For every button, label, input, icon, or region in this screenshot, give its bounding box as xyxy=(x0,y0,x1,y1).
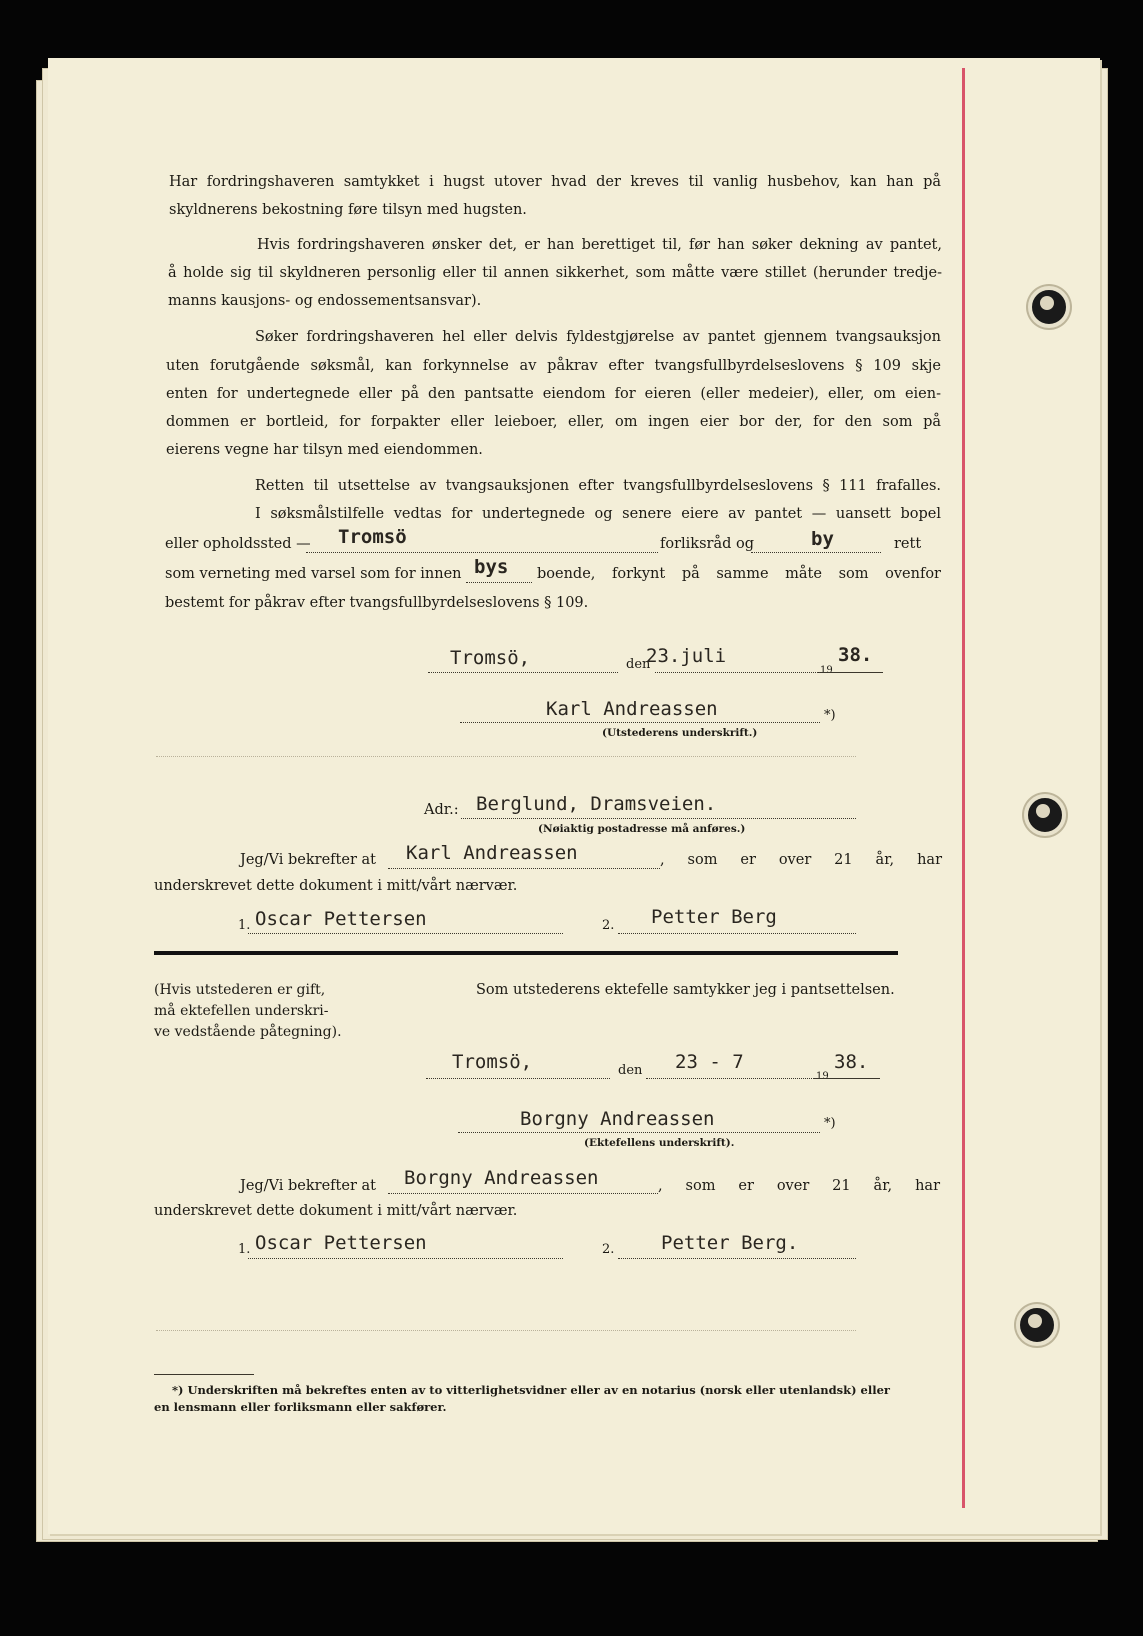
para3-line3: enten for undertegnede eller på den pantsatte eiendom for eieren (eller medeier), eller, om eien- xyxy=(166,386,941,402)
witness1-num2: 2. xyxy=(602,918,615,933)
spouse-consent: Som utstederens ektefelle samtykker jeg i pantsettelsen. xyxy=(476,982,895,998)
document-page xyxy=(48,58,1100,1534)
para3-line4: dommen er bortleid, for forpakter eller leieboer, eller, om ingen eier bor der, for den som på xyxy=(166,414,941,430)
venue-city-line xyxy=(306,552,658,553)
para5-line3-end: boende, forkynt på samme måte som ovenfor xyxy=(537,566,941,582)
para5-line4: bestemt for påkrav efter tvangsfullbyrdelseslovens § 109. xyxy=(165,595,589,611)
witness2-second-line xyxy=(618,1258,856,1259)
signing1-year-prefix: 19 xyxy=(820,665,833,676)
venue-court-line xyxy=(751,552,881,553)
witness2-line2: underskrevet dette dokument i mitt/vårt nærvær. xyxy=(154,1203,518,1219)
signing1-place-line xyxy=(428,672,618,673)
witness1-name-line xyxy=(388,868,660,869)
signing1-asterisk: *) xyxy=(824,708,836,723)
para5-line2-end: rett xyxy=(894,536,922,552)
spouse-note-line2: må ektefellen underskri- xyxy=(154,1003,329,1019)
para3-line2: uten forutgående søksmål, kan forkynnelse av påkrav efter tvangsfullbyrdelseslovens § 109 skje xyxy=(166,358,941,374)
filled-venue-court: by xyxy=(811,528,834,550)
signer-line xyxy=(460,722,820,723)
para4-line1: Retten til utsettelse av tvangsauksjonen efter tvangsfullbyrdelseslovens § 111 frafalles. xyxy=(255,478,941,494)
para1-line2: skyldnerens bekostning føre tilsyn med hugsten. xyxy=(169,202,527,218)
section-divider xyxy=(154,951,898,955)
witness2-name: Borgny Andreassen xyxy=(404,1167,599,1189)
signing1-den-label: den xyxy=(626,657,651,672)
filled-venue-within: bys xyxy=(474,556,509,578)
witness1-name: Karl Andreassen xyxy=(406,842,578,864)
signer-caption: (Utstederens underskrift.) xyxy=(602,727,758,739)
para2-line1: Hvis fordringshaveren ønsker det, er han berettiget til, før han søker dekning av pantet, xyxy=(257,237,942,253)
blank-line xyxy=(156,756,856,757)
witness1-line1-end: , som er over 21 år, har xyxy=(660,852,942,868)
para5-line2-middle: forliksråd og xyxy=(660,536,755,552)
para2-line2: å holde sig til skyldneren personlig eller til annen sikkerhet, som måtte være stillet (herunder tredje- xyxy=(168,265,942,281)
venue-within-line xyxy=(466,582,532,583)
witness1-second: Petter Berg xyxy=(651,906,777,928)
footnote-line1: *) Underskriften må bekreftes enten av to vitterlighetsvidner eller av en notarius (norsk eller utenlandsk) eller xyxy=(172,1383,890,1397)
para5-line1: I søksmålstilfelle vedtas for undertegnede og senere eiere av pantet — uansett bopel xyxy=(255,506,941,522)
para3-line1: Søker fordringshaveren hel eller delvis fyldestgjørelse av pantet gjennem tvangsauksjon xyxy=(255,329,941,345)
witness2-num1: 1. xyxy=(238,1242,251,1257)
blank-line-2 xyxy=(156,1330,856,1331)
spouse-note-line1: (Hvis utstederen er gift, xyxy=(154,982,326,998)
spouse-year: 38. xyxy=(834,1051,869,1073)
signing1-date-line xyxy=(655,672,820,673)
witness2-line1-start: Jeg/Vi bekrefter at xyxy=(240,1178,376,1194)
witness1-first-line xyxy=(248,933,563,934)
spouse-place: Tromsö, xyxy=(452,1051,533,1073)
spouse-year-line xyxy=(814,1078,880,1079)
footnote-line2: en lensmann eller forliksmann eller sakfører. xyxy=(154,1400,447,1414)
signing1-year: 38. xyxy=(838,644,873,666)
witness2-line1-end: , som er over 21 år, har xyxy=(658,1178,940,1194)
footnote-rule xyxy=(154,1374,254,1375)
witness2-name-line xyxy=(388,1193,658,1194)
signing1-signer: Karl Andreassen xyxy=(546,698,718,720)
witness2-first: Oscar Pettersen xyxy=(255,1232,427,1254)
spouse-signer: Borgny Andreassen xyxy=(520,1108,715,1130)
para2-line3: manns kausjons- og endossementsansvar). xyxy=(168,293,482,309)
spouse-note-line3: ve vedstående påtegning). xyxy=(154,1024,342,1040)
witness1-line2: underskrevet dette dokument i mitt/vårt nærvær. xyxy=(154,878,518,894)
signing1-year-line xyxy=(818,672,883,673)
witness1-num1: 1. xyxy=(238,918,251,933)
address-value: Berglund, Dramsveien. xyxy=(476,793,717,815)
witness2-second: Petter Berg. xyxy=(661,1232,799,1254)
spouse-den-label: den xyxy=(618,1063,643,1078)
punch-hole-middle xyxy=(1024,794,1066,836)
margin-red-line xyxy=(962,68,965,1508)
para5-line2-start: eller opholdssted — xyxy=(165,536,311,552)
spouse-year-prefix: 19 xyxy=(816,1071,829,1082)
address-line xyxy=(461,818,856,819)
address-label: Adr.: xyxy=(424,802,459,818)
witness2-first-line xyxy=(248,1258,563,1259)
para1-line1: Har fordringshaveren samtykket i hugst utover hvad der kreves til vanlig husbehov, kan han på xyxy=(169,174,941,190)
witness1-line1-start: Jeg/Vi bekrefter at xyxy=(240,852,376,868)
signing1-place: Tromsö, xyxy=(450,647,531,669)
address-caption: (Nøiaktig postadresse må anføres.) xyxy=(538,823,746,835)
punch-hole-top xyxy=(1028,286,1070,328)
para5-line3-start: som verneting med varsel som for innen xyxy=(165,566,462,582)
punch-hole-bottom xyxy=(1016,1304,1058,1346)
signing1-date: 23.juli xyxy=(646,645,727,667)
spouse-signer-line xyxy=(458,1132,820,1133)
filled-venue-city: Tromsö xyxy=(338,526,407,548)
spouse-place-line xyxy=(426,1078,610,1079)
spouse-asterisk: *) xyxy=(824,1116,836,1131)
spouse-date-line xyxy=(646,1078,816,1079)
witness2-num2: 2. xyxy=(602,1242,615,1257)
witness1-first: Oscar Pettersen xyxy=(255,908,427,930)
witness1-second-line xyxy=(618,933,856,934)
spouse-date: 23 - 7 xyxy=(675,1051,744,1073)
spouse-caption: (Ektefellens underskrift). xyxy=(584,1137,735,1149)
para3-line5: eierens vegne har tilsyn med eiendommen. xyxy=(166,442,483,458)
